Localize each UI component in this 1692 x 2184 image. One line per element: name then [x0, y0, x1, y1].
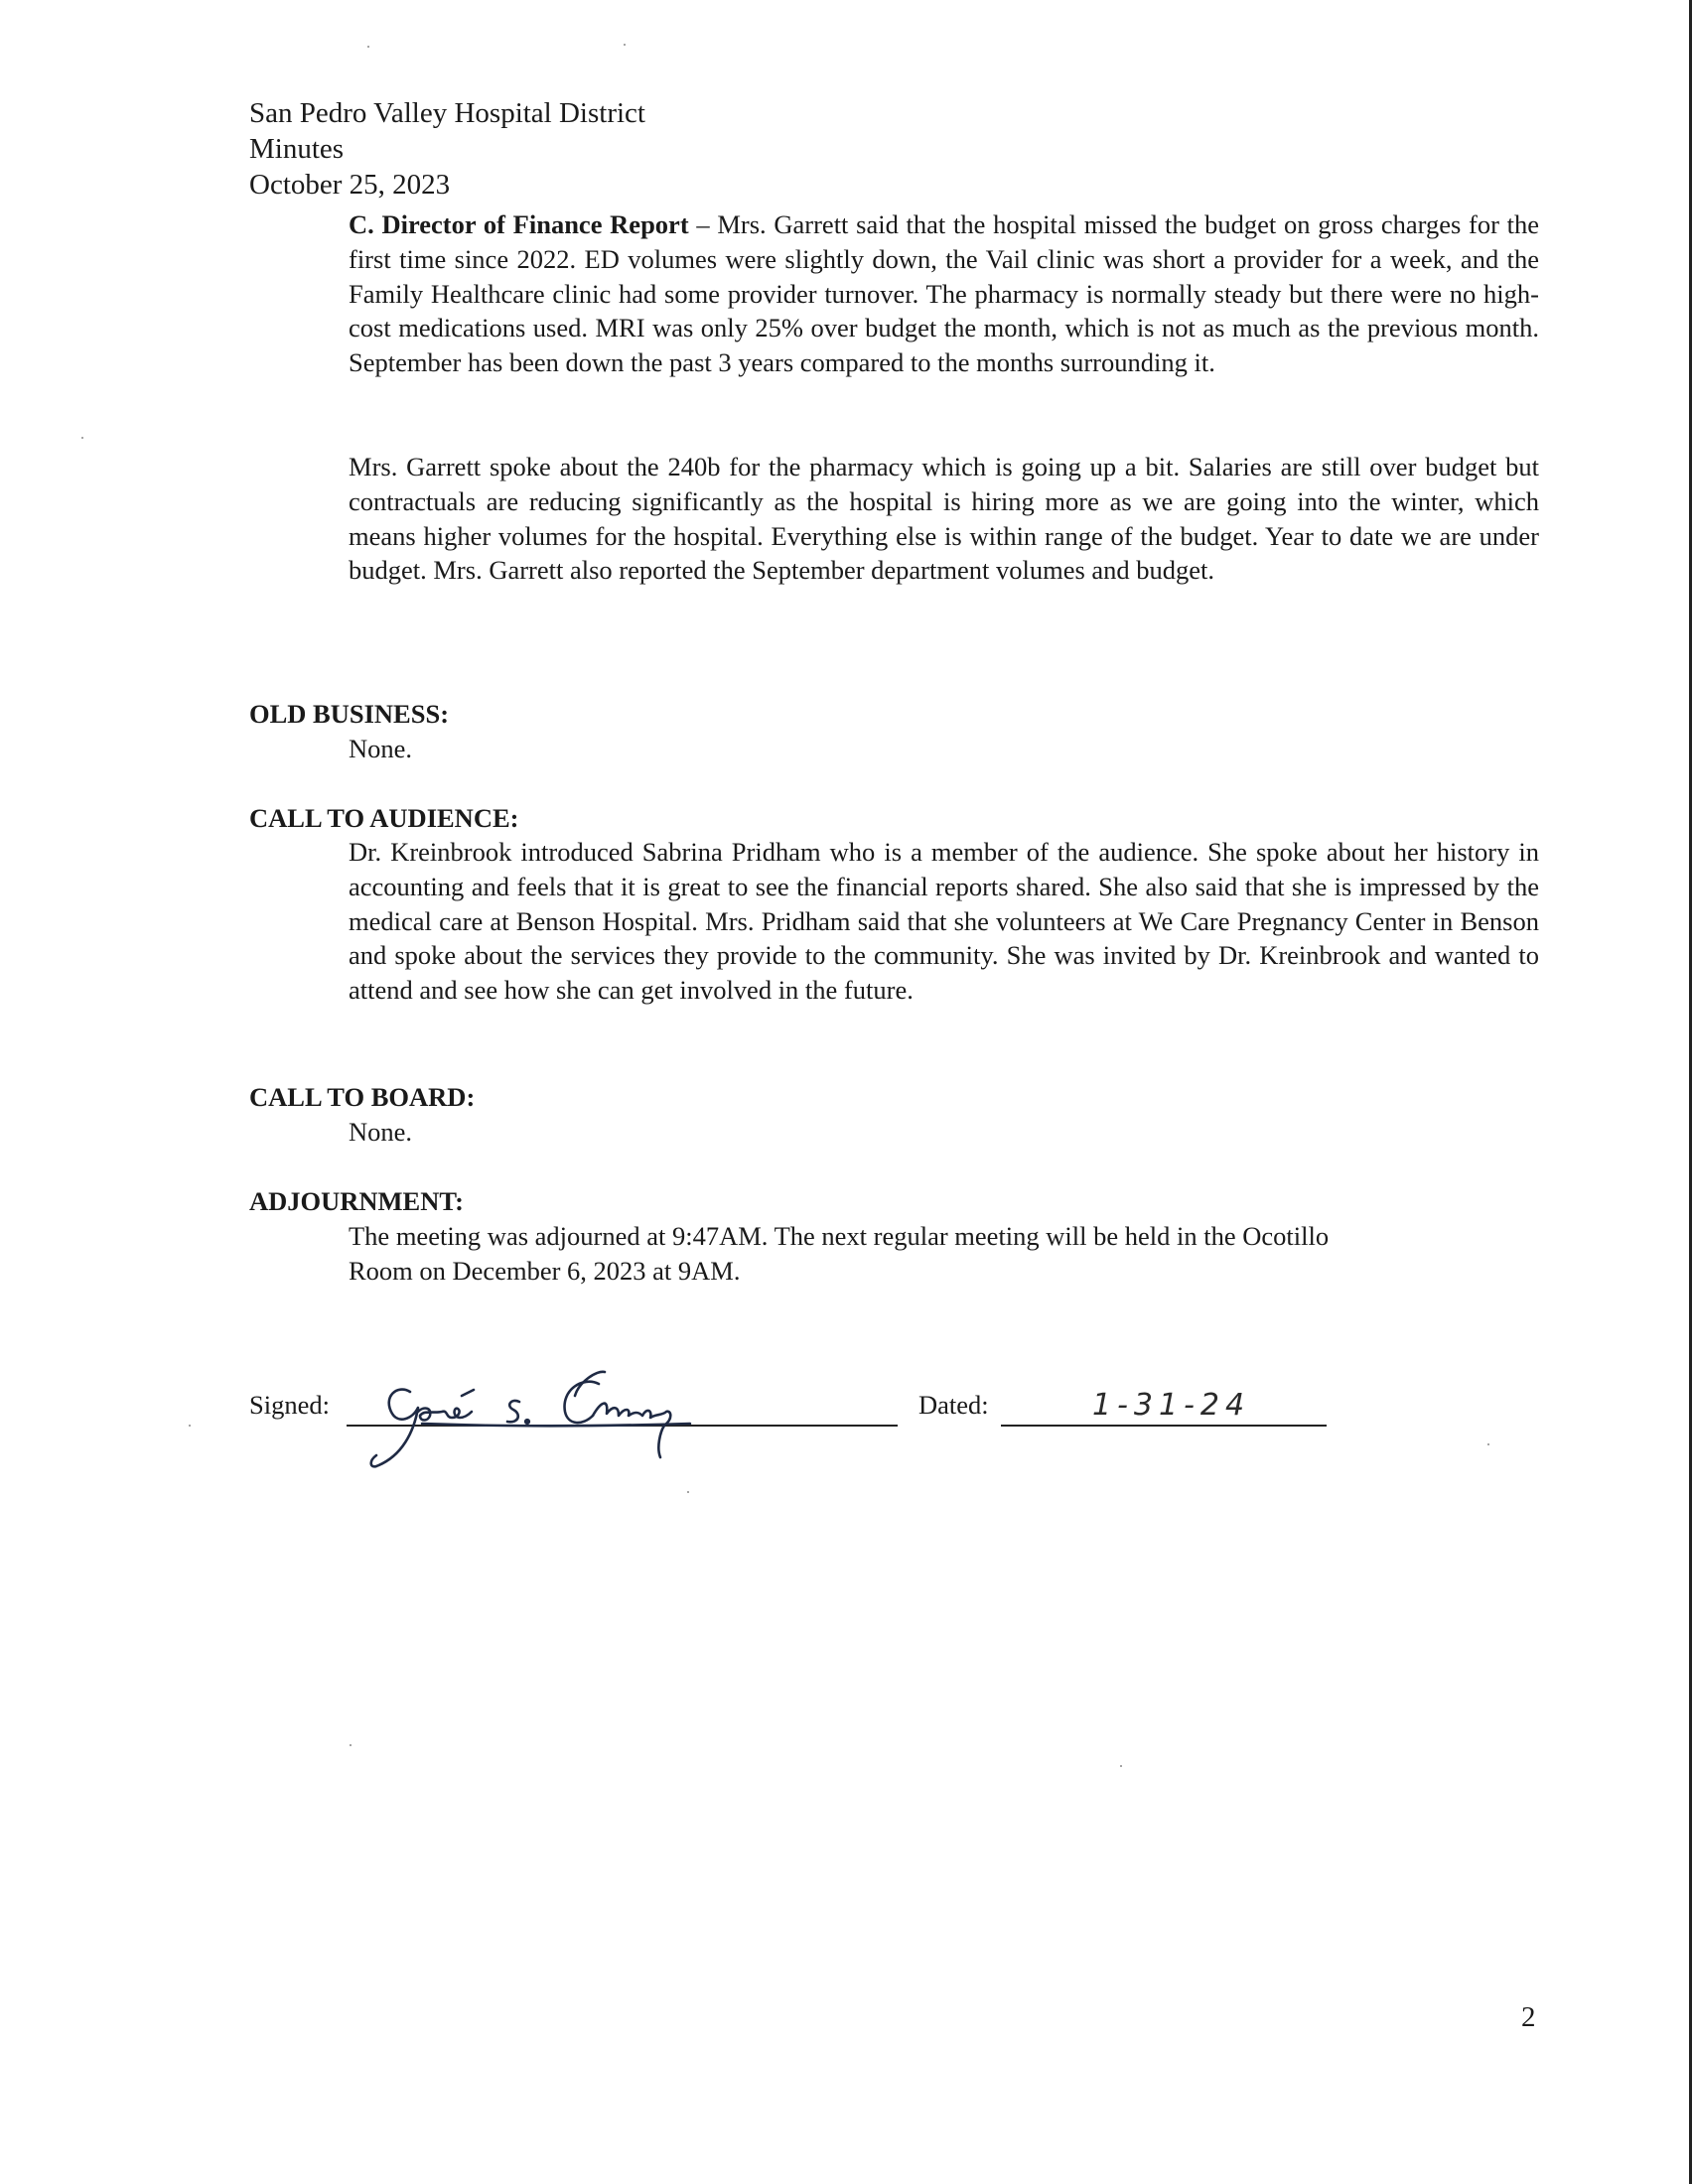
- call-to-board-text: None.: [349, 1117, 413, 1147]
- scan-speck: [1487, 1443, 1489, 1445]
- scan-speck: [367, 46, 369, 48]
- document-header: [249, 95, 645, 203]
- adjournment-line-2: Room on December 6, 2023 at 9AM.: [349, 1256, 741, 1286]
- dated-value: 1-31-24: [1092, 1388, 1251, 1423]
- call-to-audience-text: Dr. Kreinbrook introduced Sabrina Pridham who is a member of the audience. She spoke about her history in accounting and feels that it is great to see the financial reports shared. She also said that she is impressed by the medical care at Benson Hospital. Mrs. Pridham said that she volunteers at We Care Pregnancy Center in Benson and spoke about the services they provide to the community. She was invited by Dr. Kreinbrook and wanted to attend and see how she can get involved in the future.: [349, 837, 1539, 1006]
- old-business-heading: OLD BUSINESS:: [249, 699, 450, 729]
- finance-report-text: Mrs. Garrett said that the hospital missed the budget on gross charges for the first time since 2022. ED volumes were slightly down, the Vail clinic was short a provider for a week, and the Family Healthcare clinic had some provider turnover. The pharmacy is normally steady but there were no high-cost medications used. MRI was only 25% over budget the month, which is not as much as the previous month. September has been down the past 3 years compared to the months surrounding it.: [349, 209, 1540, 378]
- organization-name: San Pedro Valley Hospital District: [249, 97, 645, 129]
- handwritten-signature: [362, 1362, 700, 1471]
- page-number: 2: [1521, 2001, 1536, 2033]
- finance-report-paragraph-2: Mrs. Garrett spoke about the 240b for the pharmacy which is going up a bit. Salaries are still over budget but contractuals are reducing significantly as the hospital is hiring more as we are going into the winter, which means higher volumes for the hospital. Everything else is within range of the budget. Year to date we are under budget. Mrs. Garrett also reported the September department volumes and budget.: [349, 452, 1539, 586]
- scan-speck: [350, 1744, 352, 1746]
- old-business-text: None.: [349, 734, 413, 763]
- adjournment-heading: ADJOURNMENT:: [249, 1186, 464, 1216]
- adjournment-line-1: The meeting was adjourned at 9:47AM. The next regular meeting will be held in the Ocotillo: [349, 1221, 1330, 1251]
- finance-report-dash: –: [688, 209, 718, 239]
- document-type: Minutes: [249, 133, 345, 165]
- call-to-audience-heading: CALL TO AUDIENCE:: [249, 803, 519, 833]
- finance-report-heading: C. Director of Finance Report: [349, 209, 689, 239]
- meeting-date: October 25, 2023: [249, 169, 451, 201]
- scan-speck: [624, 44, 626, 46]
- scan-speck: [189, 1425, 191, 1427]
- signed-label: Signed:: [249, 1390, 330, 1420]
- call-to-board-heading: CALL TO BOARD:: [249, 1082, 476, 1112]
- dated-label: Dated:: [918, 1390, 989, 1420]
- scan-speck: [1120, 1765, 1122, 1767]
- scan-speck: [687, 1491, 689, 1493]
- scan-speck: [81, 437, 83, 439]
- dated-line: [1001, 1425, 1327, 1427]
- finance-report-paragraph-1: [349, 207, 1539, 380]
